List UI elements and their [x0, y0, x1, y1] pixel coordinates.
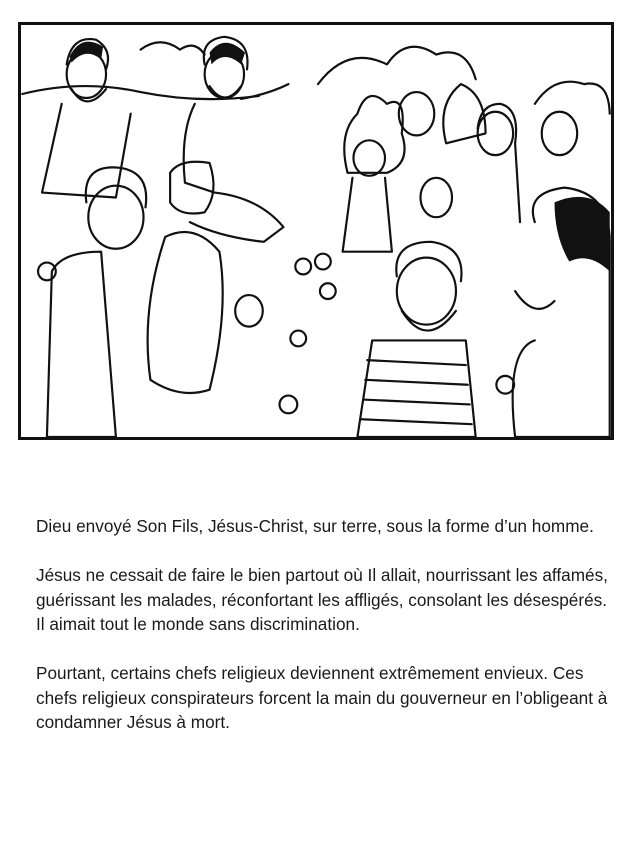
foreground-man-beard: [515, 291, 554, 309]
paragraph-3: Pourtant, certains chefs religieux deviennent extrêmement envieux. Ces chefs religieux conspirateurs forcent la main du gouverneur en l’obligeant à condamner Jésus à mort.: [36, 663, 608, 732]
small-child-head: [235, 295, 263, 327]
clay-jar: [148, 232, 223, 393]
paragraph-1: Dieu envoyé Son Fils, Jésus-Christ, sur terre, sous la forme d’un homme.: [36, 516, 594, 536]
robe-stripes: [361, 360, 471, 424]
flower: [320, 283, 336, 299]
flower: [496, 376, 514, 394]
jesus-arm: [241, 84, 288, 99]
old-man-head: [397, 258, 456, 325]
paragraph-2: Jésus ne cessait de faire le bien partout où Il allait, nourrissant les affamés, guérissant les malades, réconfortant les affligés, consolant les désespérés. Il aimait tout le monde sans discrimination.: [36, 565, 608, 634]
child-head: [353, 140, 385, 175]
flower: [290, 331, 306, 347]
rock-seat: [170, 162, 213, 214]
hair-fills: [70, 42, 610, 272]
cloud-shape: [141, 42, 205, 54]
cloud-shape: [535, 82, 610, 114]
jesus-robe: [184, 104, 284, 242]
coloring-illustration: [18, 22, 614, 440]
flower: [280, 396, 298, 414]
story-text: [36, 514, 616, 759]
flower: [315, 254, 331, 270]
tree-shape: [443, 84, 485, 143]
man-body: [47, 252, 116, 437]
flower: [295, 259, 311, 275]
man-hair: [86, 167, 146, 207]
flower: [38, 263, 56, 281]
bg-person-head: [399, 92, 434, 135]
cloud-shape: [318, 47, 476, 84]
bg-girl-head: [420, 178, 452, 217]
child-body: [343, 178, 392, 252]
crowd-scene-drawing: [21, 25, 611, 437]
bg-person-head: [542, 112, 577, 155]
